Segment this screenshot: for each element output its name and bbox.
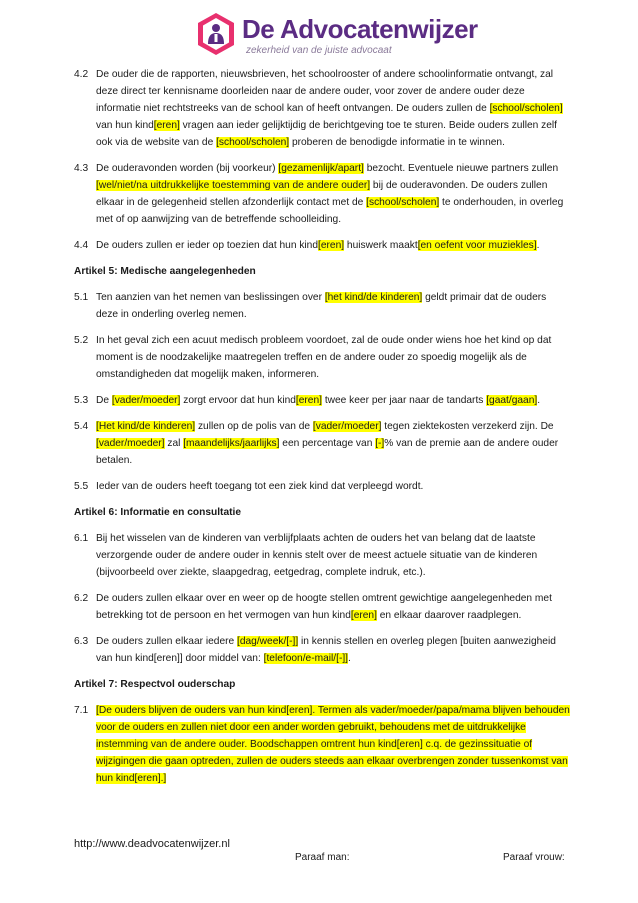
text: De ouder die de rapporten, nieuwsbrieven, het schoolrooster of andere schoolinformatie ontvangt, zal deze direct ter kennisname doorleiden naar de andere ouder, voor zover de andere ouder deze informatie niet rechtstreeks van de school kan of heeft ontvangen. De ouders zullen de — [96, 69, 554, 114]
article-5-heading: Artikel 5: Medische aangelegenheden — [74, 266, 256, 277]
placeholder: [het kind/de kinderen] — [324, 292, 423, 303]
clause-number: 6.1 — [74, 533, 89, 544]
text: te onderhouden, in overleg met of op aanwijzing van de betreffende schoolleiding. — [96, 197, 564, 225]
clause-5-4 — [74, 418, 570, 469]
placeholder: [eren] — [295, 395, 322, 406]
clause-5-2 — [74, 332, 570, 383]
clause-4-3 — [74, 160, 570, 228]
logo-title: De Advocatenwijzer — [242, 14, 478, 44]
placeholder: [dag/week/[-]] — [237, 636, 299, 647]
document-body — [74, 66, 570, 796]
text: De — [96, 395, 112, 406]
text: De ouders zullen er ieder op toezien dat hun kind — [96, 240, 319, 251]
placeholder: [telefoon/e-mail/[-]] — [263, 653, 349, 664]
clause-7-1 — [74, 702, 570, 787]
clause-text: In het geval zich een acuut medisch probleem voordoet, zal de oude onder wiens hoe het kind op dat moment is de noodzakelijke maatregelen treffen en de andere ouder zo spoedig mogelijk als de omstandigheden dat mogelijk maken, informeren. — [96, 335, 552, 380]
clause-5-5 — [74, 478, 570, 495]
text: geldt primair dat de ouders deze in onderling overleg nemen. — [96, 292, 547, 320]
clause-text — [96, 392, 570, 409]
text: zullen op de polis van de — [195, 421, 313, 432]
clause-number: 5.3 — [74, 395, 89, 406]
clause-text: Ieder van de ouders heeft toegang tot een ziek kind dat verpleegd wordt. — [96, 481, 424, 492]
text: huiswerk maakt — [344, 240, 418, 251]
clause-number: 5.4 — [74, 421, 89, 432]
placeholder: [school/scholen] — [216, 137, 290, 148]
text: bij de ouderavonden. De ouders zullen elkaar in de gelegenheid stellen afzonderlijk contact met de — [96, 180, 548, 208]
footer-url: http://www.deadvocatenwijzer.nl — [74, 838, 230, 850]
text: % van de premie aan de andere ouder betalen. — [96, 438, 559, 466]
clause-text — [96, 160, 570, 228]
clause-number: 6.2 — [74, 593, 89, 604]
clause-6-1 — [74, 530, 570, 581]
placeholder: [vader/moeder] — [111, 395, 181, 406]
clause-number: 4.3 — [74, 163, 89, 174]
clause-text — [96, 66, 570, 151]
text: in kennis stellen en overleg plegen [buiten aanwezigheid van hun kind[eren]] door middel van: — [96, 636, 556, 664]
placeholder: [-] — [375, 438, 385, 449]
clause-4-2 — [74, 66, 570, 151]
text: . — [536, 240, 540, 251]
article-6-heading: Artikel 6: Informatie en consultatie — [74, 507, 241, 518]
clause-4-4 — [74, 237, 570, 254]
placeholder: [vader/moeder] — [312, 421, 382, 432]
footer-paraaf-man: Paraaf man: — [295, 852, 350, 863]
clause-number: 4.2 — [74, 69, 89, 80]
placeholder: [gaat/gaan] — [486, 395, 538, 406]
placeholder: [Het kind/de kinderen] — [96, 421, 196, 432]
clause-text — [96, 289, 570, 323]
clause-text — [96, 633, 570, 667]
text: tegen ziektekosten verzekerd zijn. De — [381, 421, 554, 432]
logo-shield-icon — [196, 12, 236, 56]
clause-number: 5.5 — [74, 481, 89, 492]
clause-number: 5.2 — [74, 335, 89, 346]
clause-text — [96, 702, 570, 787]
placeholder: [eren] — [350, 610, 377, 621]
text: bezocht. Eventuele nieuwe partners zullen — [363, 163, 559, 174]
clause-text — [96, 590, 570, 624]
placeholder: [maandelijks/jaarlijks] — [183, 438, 280, 449]
text: van hun kind — [96, 120, 154, 131]
clause-number: 5.1 — [74, 292, 89, 303]
placeholder: [en oefent voor muziekles] — [417, 240, 537, 251]
placeholder: [gezamenlijk/apart] — [278, 163, 364, 174]
text: De ouderavonden worden (bij voorkeur) — [96, 163, 279, 174]
text: en elkaar daarover raadplegen. — [376, 610, 522, 621]
clause-text — [96, 237, 570, 254]
text: . — [537, 395, 541, 406]
footer-paraaf-vrouw: Paraaf vrouw: — [503, 852, 565, 863]
clause-6-3 — [74, 633, 570, 667]
logo — [196, 10, 478, 58]
clause-text — [96, 418, 570, 469]
text: een percentage van — [279, 438, 376, 449]
text: proberen de benodigde informatie in te winnen. — [289, 137, 505, 148]
text: vragen aan ieder gelijktijdig de berichtgeving toe te sturen. Beide ouders zullen zelf ook via de website van de — [96, 120, 558, 148]
clause-number: 6.3 — [74, 636, 89, 647]
logo-tagline: zekerheid van de juiste advocaat — [246, 45, 392, 56]
clause-5-1 — [74, 289, 570, 323]
clause-5-3 — [74, 392, 570, 409]
placeholder: [school/scholen] — [489, 103, 563, 114]
placeholder: [school/scholen] — [366, 197, 440, 208]
text: Ten aanzien van het nemen van beslissingen over — [96, 292, 325, 303]
clause-6-2 — [74, 590, 570, 624]
placeholder: [eren] — [153, 120, 180, 131]
clause-number: 7.1 — [74, 705, 89, 716]
text: De ouders zullen elkaar over en weer op de hoogte stellen omtrent gewichtige aangelegenheden met betrekking tot de persoon en het vermogen van hun kind — [96, 593, 552, 621]
placeholder: [eren] — [318, 240, 345, 251]
text: twee keer per jaar naar de tandarts — [321, 395, 487, 406]
clause-text: Bij het wisselen van de kinderen van verblijfplaats achten de ouders het van belang dat de laatste verzorgende ouder de andere ouder in kennis stelt over de meest actuele situatie van de kinderen (bijvoorbeeld over ziekte, slaapgedrag, eetgedrag, complete indruk, etc.). — [96, 533, 538, 578]
clause-number: 4.4 — [74, 240, 89, 251]
placeholder: [De ouders blijven de ouders van hun kind[eren]. Termen als vader/moeder/papa/mama blijven behouden voor de ouders en zullen niet door een ander worden gebruikt, behoudens met de uitdrukkelijke instemming van de andere ouder. Boodschappen omtrent hun kind[eren] c.q. de gezinssituatie of wijzigingen die gaan optreden, zullen de ouders steeds aan elkaar overbrengen zonder tussenkomst van hun kind[eren].] — [96, 705, 570, 784]
article-7-heading: Artikel 7: Respectvol ouderschap — [74, 679, 236, 690]
text: De ouders zullen elkaar iedere — [96, 636, 238, 647]
placeholder: [wel/niet/na uitdrukkelijke toestemming van de andere ouder] — [96, 180, 371, 191]
text: zal — [164, 438, 184, 449]
placeholder: [vader/moeder] — [96, 438, 165, 449]
text: . — [348, 653, 351, 664]
text: zorgt ervoor dat hun kind — [180, 395, 296, 406]
